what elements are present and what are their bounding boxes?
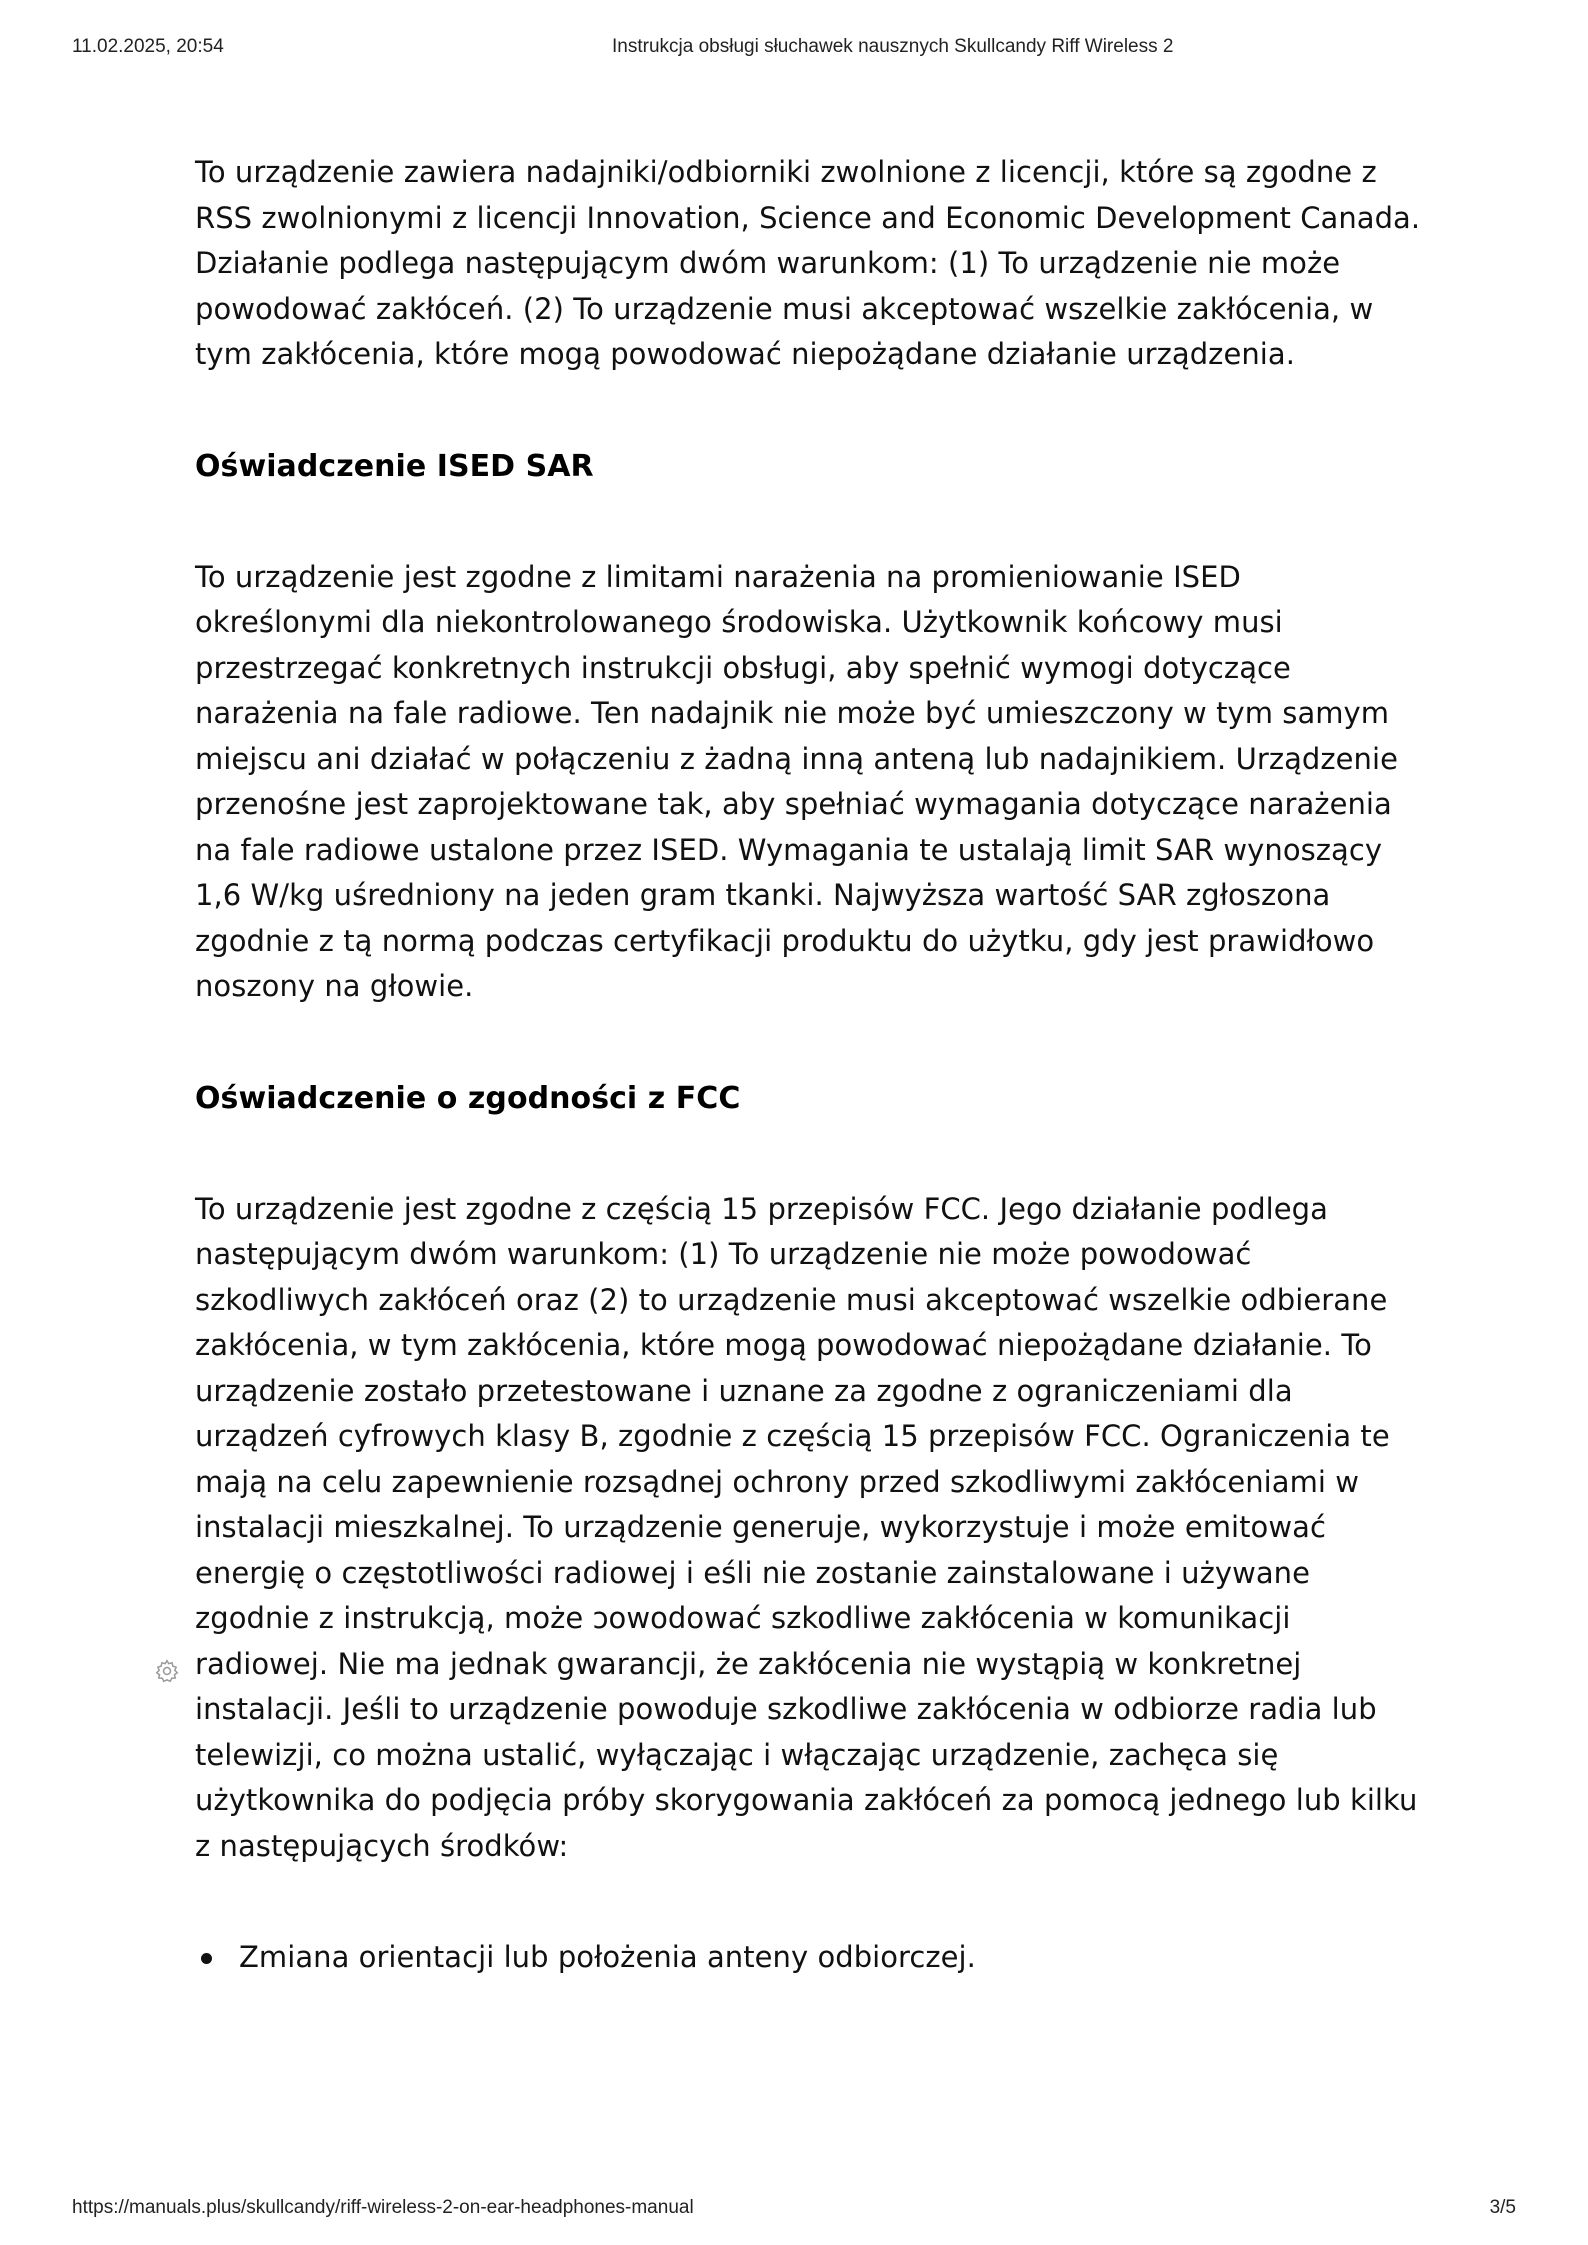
print-footer: [72, 2197, 1516, 2223]
manual-content: [195, 150, 1425, 1981]
print-datetime: 11.02.2025, 20:54: [72, 36, 224, 57]
intro-paragraph: To urządzenie zawiera nadajniki/odbiorniki zwolnione z licencji, które są zgodne z RSS zwolnionymi z licencji Innovation, Science and Economic Development Canada. Działanie podlega następującym dwóm warunkom: (1) To urządzenie nie może powodować zakłóceń. (2) To urządzenie musi akceptować wszelkie zakłócenia, w tym zakłócenia, które mogą powodować niepożądane działanie urządzenia.: [195, 155, 1421, 371]
ised-sar-paragraph: To urządzenie jest zgodne z limitami narażenia na promieniowanie ISED określonymi dla niekontrolowanego środowiska. Użytkownik końcowy musi przestrzegać konkretnych instrukcji obsługi, aby spełnić wymogi dotyczące narażenia na fale radiowe. Ten nadajnik nie może być umieszczony w tym samym miejscu ani działać w połączeniu z żadną inną anteną lub nadajnikiem. Urządzenie przenośne jest zaprojektowane tak, aby spełniać wymagania dotyczące narażenia na fale radiowe ustalone przez ISED. Wymagania te ustalają limit SAR wynoszący 1,6 W/kg uśredniony na jeden gram tkanki. Najwyższa wartość SAR zgłoszona zgodnie z tą normą podczas certyfikacji produktu do użytku, gdy jest prawidłowo noszony na głowie.: [195, 559, 1398, 1003]
fcc-heading: Oświadczenie o zgodności z FCC: [195, 1080, 741, 1116]
list-item-text: Zmiana orientacji lub położenia anteny odbiorczej.: [239, 1940, 976, 1974]
bullet-icon: [201, 1953, 212, 1964]
gear-icon[interactable]: [154, 1658, 180, 1684]
print-header: [72, 36, 1516, 62]
list-item: [239, 1935, 1425, 1981]
source-url: https://manuals.plus/skullcandy/riff-wireless-2-on-ear-headphones-manual: [72, 2197, 694, 2218]
print-document-title: Instrukcja obsługi słuchawek nausznych Skullcandy Riff Wireless 2: [612, 36, 1174, 57]
ised-sar-heading: Oświadczenie ISED SAR: [195, 448, 594, 484]
fcc-paragraph: To urządzenie jest zgodne z częścią 15 przepisów FCC. Jego działanie podlega następującym dwóm warunkom: (1) To urządzenie nie może powodować szkodliwych zakłóceń oraz (2) to urządzenie musi akceptować wszelkie odbierane zakłócenia, w tym zakłócenia, które mogą powodować niepożądane działanie. To urządzenie zostało przetestowane i uznane za zgodne z ograniczeniami dla urządzeń cyfrowych klasy B, zgodnie z częścią 15 przepisów FCC. Ograniczenia te mają na celu zapewnienie rozsądnej ochrony przed szkodliwymi zakłóceniami w instalacji mieszkalnej. To urządzenie generuje, wykorzystuje i może emitować energię o częstotliwości radiowej i eśli nie zostanie zainstalowane i używane zgodnie z instrukcją, może ɔowodować szkodliwe zakłócenia w komunikacji radiowej. Nie ma jednak gwarancji, że zakłócenia nie wystąpią w konkretnej instalacji. Jeśli to urządzenie powoduje szkodliwe zakłócenia w odbiorze radia lub telewizji, co można ustalić, wyłączając i włączając urządzenie, zachęca się użytkownika do podjęcia próby skorygowania zakłóceń za pomocą jednego lub kilku z następujących środków:: [195, 1191, 1418, 1863]
fcc-measures-list: [195, 1935, 1425, 1981]
page-number: 3/5: [1489, 2197, 1516, 2218]
